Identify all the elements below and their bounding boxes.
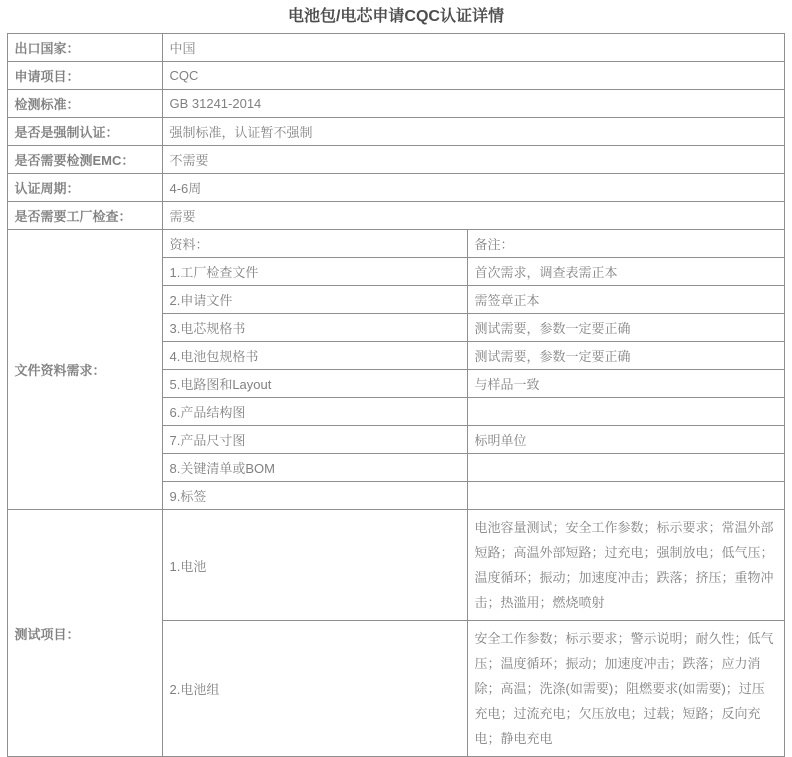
- doc-remark: [468, 398, 784, 426]
- certification-details-table: [7, 33, 784, 757]
- doc-header-remark: 备注：: [468, 230, 784, 258]
- row-value: GB 31241-2014: [163, 90, 784, 118]
- row-value: 需要: [163, 202, 784, 230]
- test-item: 1.电池: [163, 510, 468, 621]
- doc-material: 1.工厂检查文件: [163, 258, 468, 286]
- row-label: 出口国家：: [8, 34, 163, 62]
- test-remark: 安全工作参数；标示要求；警示说明；耐久性；低气压；温度循环；振动；加速度冲击；跌落；应力消除；高温；洗涤(如需要)；阻燃要求(如需要)；过压充电；过流充电；欠压放电；过载；短路；反向充电；静电充电: [468, 621, 784, 757]
- doc-header-material: 资料：: [163, 230, 468, 258]
- doc-remark: 与样品一致: [468, 370, 784, 398]
- table-row-test-standard: [8, 90, 784, 118]
- row-label: 是否需要工厂检查：: [8, 202, 163, 230]
- doc-remark: 标明单位: [468, 426, 784, 454]
- doc-material: 2.申请文件: [163, 286, 468, 314]
- row-label: 申请项目：: [8, 62, 163, 90]
- row-label: 认证周期：: [8, 174, 163, 202]
- doc-remark: 需签章正本: [468, 286, 784, 314]
- table-row-certification-cycle: [8, 174, 784, 202]
- page-title: 电池包/电芯申请CQC认证详情: [287, 8, 504, 25]
- doc-material: 3.电芯规格书: [163, 314, 468, 342]
- doc-remark: 测试需要，参数一定要正确: [468, 314, 784, 342]
- table-row-doc-header: [8, 230, 784, 258]
- test-remark: 电池容量测试；安全工作参数；标示要求；常温外部短路；高温外部短路；过充电；强制放电；低气压；温度循环；振动；加速度冲击；跌落；挤压；重物冲击；热滥用；燃烧喷射: [468, 510, 784, 621]
- doc-remark: [468, 482, 784, 510]
- row-value: 中国: [163, 34, 784, 62]
- doc-remark: 首次需求，调查表需正本: [468, 258, 784, 286]
- table-row-factory-inspection: [8, 202, 784, 230]
- test-section-label: 测试项目：: [8, 510, 163, 757]
- doc-material: 4.电池包规格书: [163, 342, 468, 370]
- row-value: 不需要: [163, 146, 784, 174]
- doc-material: 6.产品结构图: [163, 398, 468, 426]
- documents-section-label: 文件资料需求：: [8, 230, 163, 510]
- row-label: 检测标准：: [8, 90, 163, 118]
- table-row-test-battery: [8, 510, 784, 621]
- row-label: 是否需要检测EMC：: [8, 146, 163, 174]
- doc-remark: 测试需要，参数一定要正确: [468, 342, 784, 370]
- row-value: CQC: [163, 62, 784, 90]
- table-row-application-item: [8, 62, 784, 90]
- doc-remark: [468, 454, 784, 482]
- doc-material: 5.电路图和Layout: [163, 370, 468, 398]
- doc-material: 7.产品尺寸图: [163, 426, 468, 454]
- table-row-emc-test: [8, 146, 784, 174]
- row-value: 强制标准，认证暂不强制: [163, 118, 784, 146]
- doc-material: 9.标签: [163, 482, 468, 510]
- table-row-mandatory-certification: [8, 118, 784, 146]
- doc-material: 8.关键清单或BOM: [163, 454, 468, 482]
- row-label: 是否是强制认证：: [8, 118, 163, 146]
- row-value: 4-6周: [163, 174, 784, 202]
- test-item: 2.电池组: [163, 621, 468, 757]
- table-row-export-country: [8, 34, 784, 62]
